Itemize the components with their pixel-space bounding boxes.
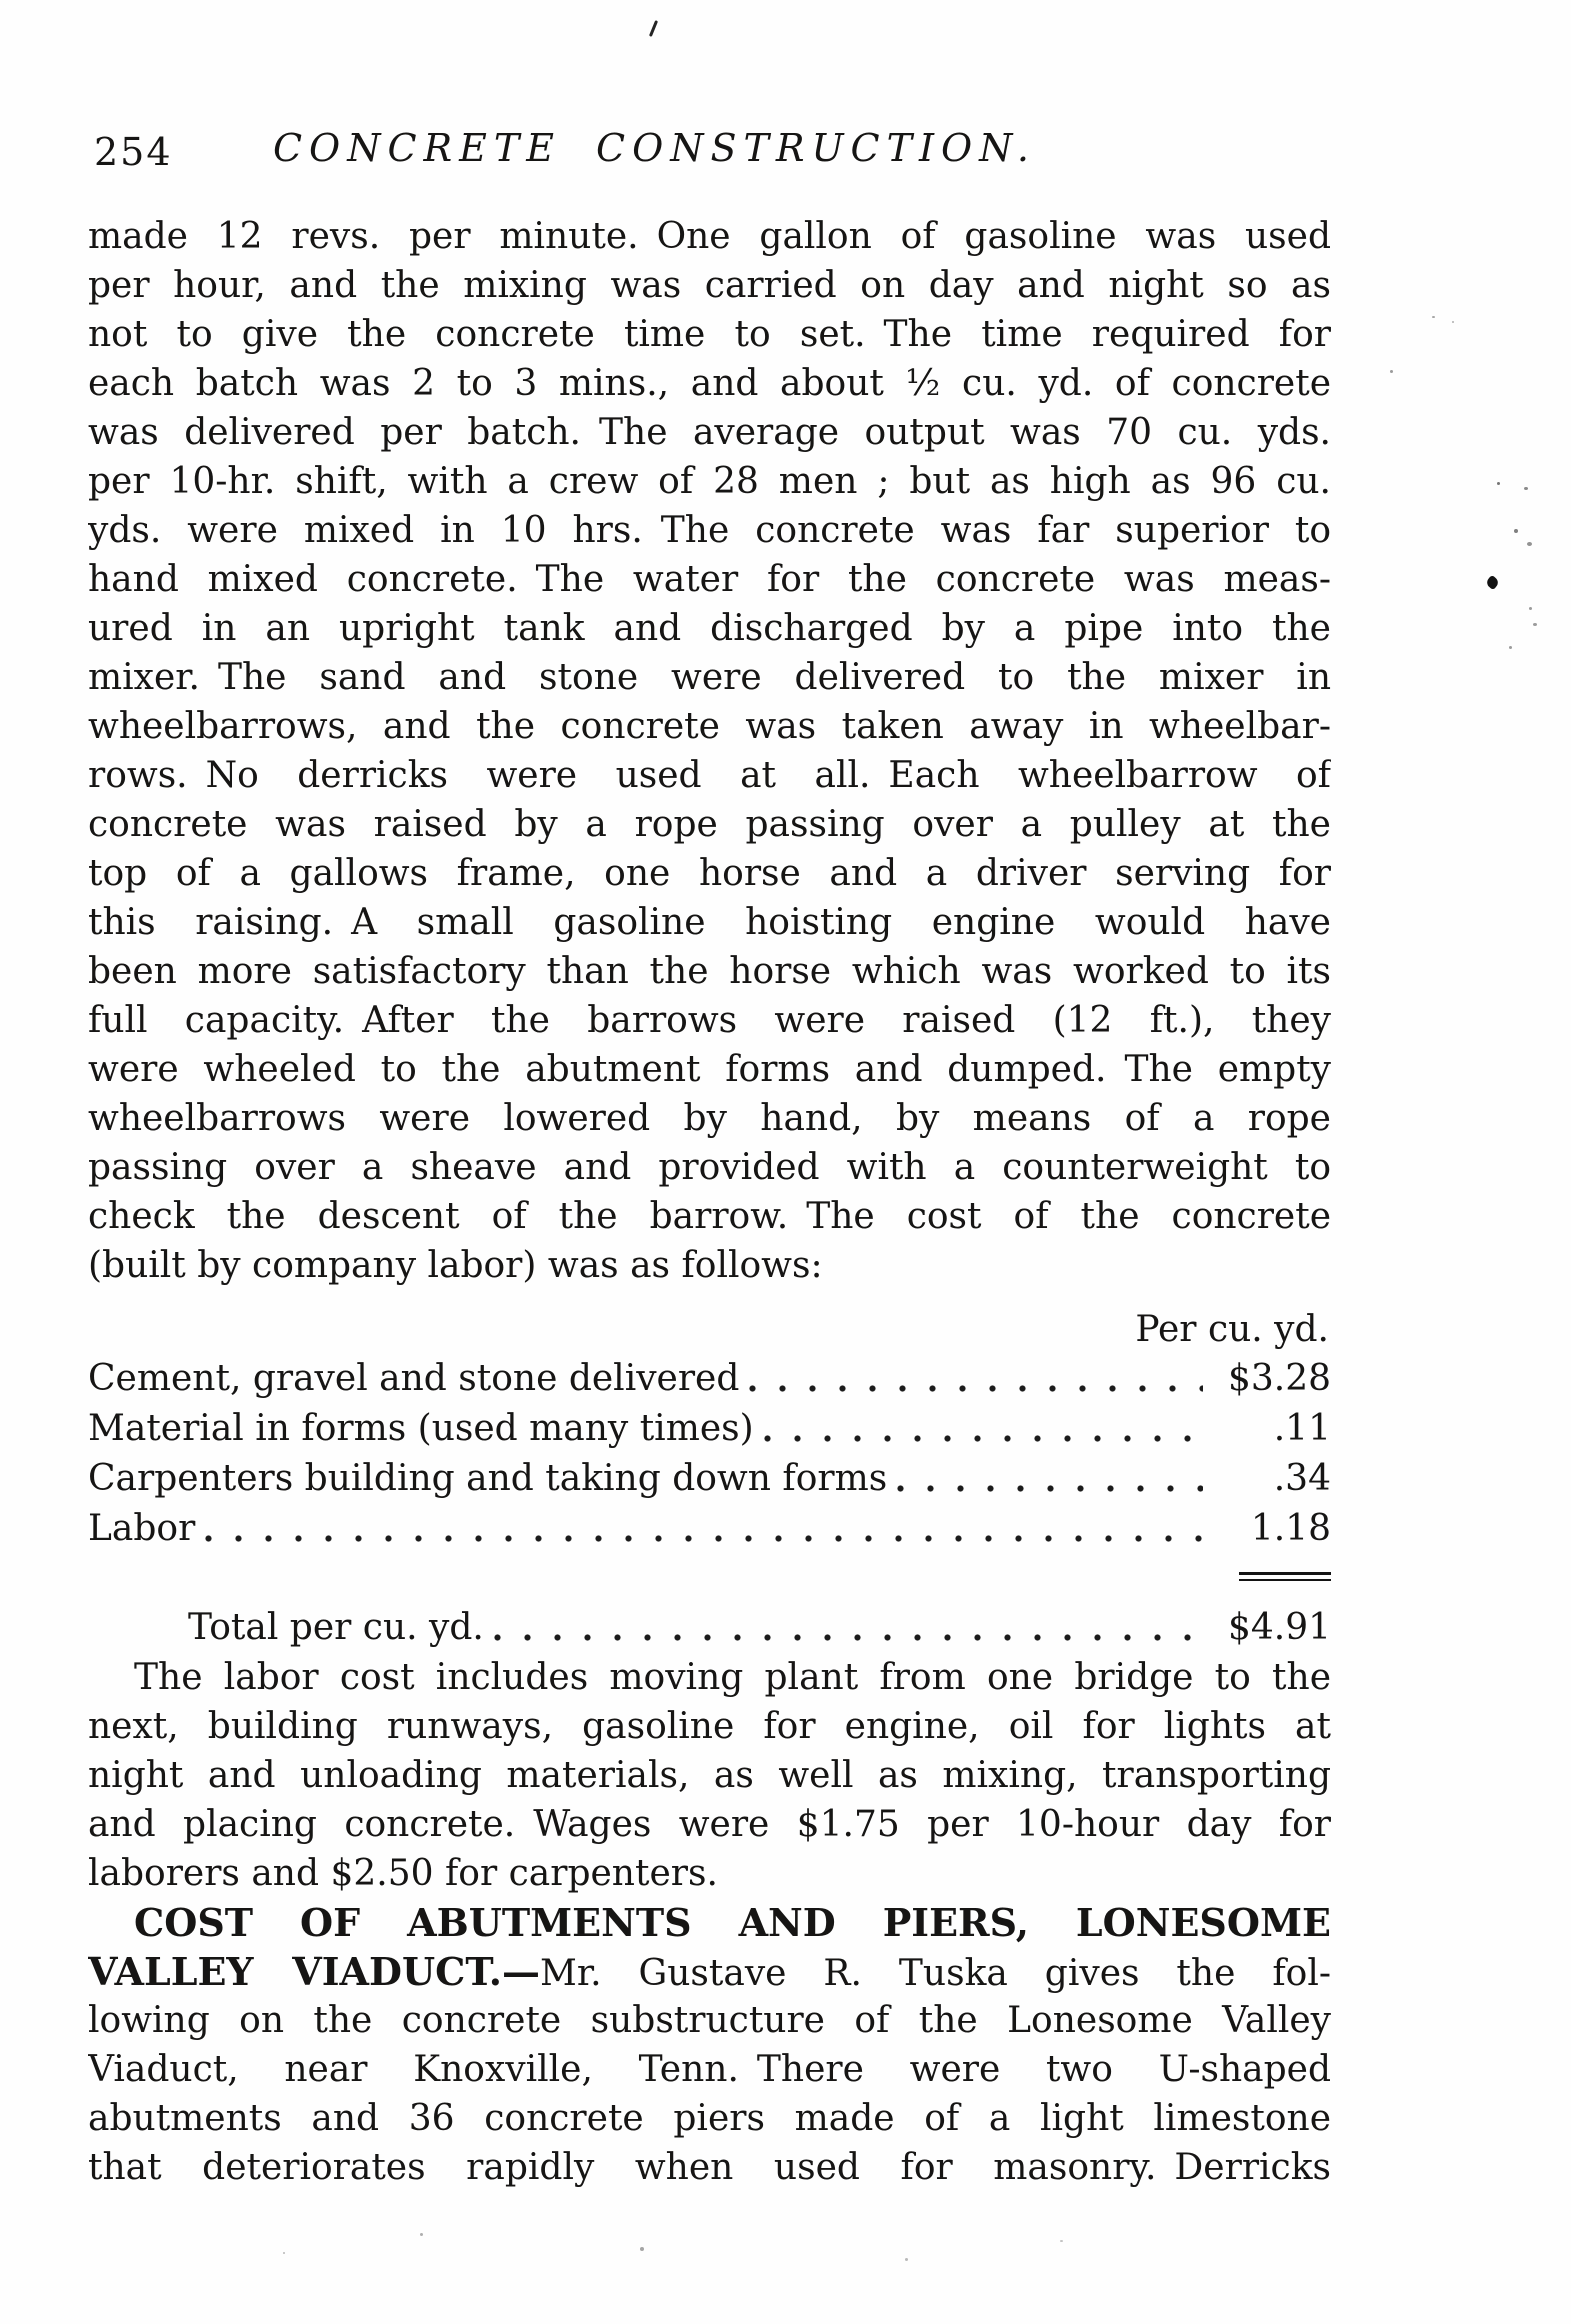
scan-speck — [1529, 607, 1532, 610]
scan-speck — [1524, 487, 1528, 490]
text-line: and placing concrete. Wages were $1.75 per 10-hour day for — [88, 1804, 1331, 1845]
scan-speck — [1452, 321, 1454, 323]
text-line: each batch was 2 to 3 mins., and about ½ cu. yd. of concrete — [88, 363, 1331, 404]
section-heading-continued: VALLEY VIADUCT.— — [88, 1949, 540, 1994]
dot-leader — [205, 1535, 1203, 1542]
dot-leader — [764, 1435, 1203, 1442]
row-value: .34 — [1273, 1458, 1331, 1499]
text-line: (built by company labor) was as follows: — [88, 1245, 823, 1286]
text-line: passing over a sheave and provided with a counterweight to — [88, 1147, 1331, 1188]
section-heading: COST OF ABUTMENTS AND PIERS, LONESOME — [134, 1900, 1331, 1945]
dot-leader — [749, 1385, 1203, 1392]
row-value: .11 — [1273, 1408, 1331, 1449]
row-label: Labor — [88, 1508, 196, 1549]
table-row — [88, 1504, 1331, 1554]
table-row — [88, 1454, 1331, 1504]
text-line: laborers and $2.50 for carpenters. — [88, 1853, 718, 1894]
section-heading-line — [88, 1947, 1331, 1996]
text-line: rows. No derricks were used at all. Each wheelbarrow of — [88, 755, 1331, 796]
text-line: made 12 revs. per minute. One gallon of gasoline was used — [88, 216, 1331, 257]
scan-speck — [1527, 542, 1532, 546]
text-line: next, building runways, gasoline for engine, oil for lights at — [88, 1706, 1331, 1747]
scan-speck — [1390, 370, 1393, 373]
total-label: Total per cu. yd. — [188, 1607, 484, 1648]
text-line: were wheeled to the abutment forms and dumped. The empty — [88, 1049, 1331, 1090]
row-label: Cement, gravel and stone delivered — [88, 1358, 740, 1399]
scan-speck — [1497, 482, 1500, 485]
running-header: CONCRETE CONSTRUCTION. — [272, 126, 1037, 170]
text-line: full capacity. After the barrows were raised (12 ft.), they — [88, 1000, 1331, 1041]
table-row — [88, 1404, 1331, 1454]
scan-speck — [1060, 2240, 1063, 2242]
scan-speck — [905, 2258, 908, 2261]
text-line: abutments and 36 concrete piers made of a light limestone — [88, 2098, 1331, 2139]
cost-table-column-header: Per cu. yd. — [1135, 1309, 1329, 1350]
text-line: Viaduct, near Knoxville, Tenn. There were two U-shaped — [88, 2049, 1331, 2090]
section-paragraph — [88, 1898, 1331, 2192]
text-line: lowing on the concrete substructure of the Lonesome Valley — [88, 2000, 1331, 2041]
total-value: $4.91 — [1227, 1607, 1331, 1648]
page-number: 254 — [94, 130, 173, 174]
text-line: been more satisfactory than the horse which was worked to its — [88, 951, 1331, 992]
text-line: night and unloading materials, as well as mixing, transporting — [88, 1755, 1331, 1796]
text-line: check the descent of the barrow. The cost of the concrete — [88, 1196, 1331, 1237]
text-line: per 10-hr. shift, with a crew of 28 men ; but as high as 96 cu. — [88, 461, 1331, 502]
text-run: Mr. Gustave R. Tuska gives the fol- — [539, 1953, 1331, 1994]
scan-speck — [420, 2233, 423, 2236]
table-total-row — [88, 1603, 1331, 1653]
cost-table — [88, 1305, 1331, 1653]
text-line: ured in an upright tank and discharged by a pipe into the — [88, 608, 1331, 649]
text-line: hand mixed concrete. The water for the concrete was meas- — [88, 559, 1331, 600]
sum-rule — [1239, 1572, 1331, 1581]
row-label: Material in forms (used many times) — [88, 1408, 754, 1449]
text-line: mixer. The sand and stone were delivered to the mixer in — [88, 657, 1331, 698]
dot-leader — [494, 1634, 1203, 1641]
text-line: was delivered per batch. The average output was 70 cu. yds. — [88, 412, 1331, 453]
text-line: yds. were mixed in 10 hrs. The concrete was far superior to — [88, 510, 1331, 551]
scan-speck — [640, 2247, 644, 2251]
row-value: 1.18 — [1250, 1508, 1331, 1549]
scan-speck — [1485, 575, 1500, 590]
text-column — [88, 126, 1331, 2192]
text-line: this raising. A small gasoline hoisting engine would have — [88, 902, 1331, 943]
dot-leader — [897, 1485, 1203, 1492]
text-line: The labor cost includes moving plant from one bridge to the — [134, 1657, 1331, 1698]
text-line: top of a gallows frame, one horse and a driver serving for — [88, 853, 1331, 894]
text-line: per hour, and the mixing was carried on day and night so as — [88, 265, 1331, 306]
scan-speck — [649, 20, 658, 37]
row-value: $3.28 — [1227, 1358, 1331, 1399]
scan-speck — [1514, 529, 1518, 533]
table-row — [88, 1354, 1331, 1404]
scan-speck — [1432, 316, 1435, 318]
paragraph-2 — [88, 1653, 1331, 1898]
page-header — [88, 126, 1331, 178]
scan-speck — [1509, 646, 1512, 649]
scan-speck — [1533, 623, 1537, 626]
text-line: wheelbarrows were lowered by hand, by means of a rope — [88, 1098, 1331, 1139]
scan-speck — [283, 2252, 285, 2254]
section-heading-line — [88, 1898, 1331, 1947]
text-line: that deteriorates rapidly when used for masonry. Derricks — [88, 2147, 1331, 2188]
text-line: wheelbarrows, and the concrete was taken away in wheelbar- — [88, 706, 1331, 747]
paragraph-1 — [88, 212, 1331, 1290]
text-line: concrete was raised by a rope passing over a pulley at the — [88, 804, 1331, 845]
row-label: Carpenters building and taking down forms — [88, 1458, 888, 1499]
text-line: not to give the concrete time to set. The time required for — [88, 314, 1331, 355]
